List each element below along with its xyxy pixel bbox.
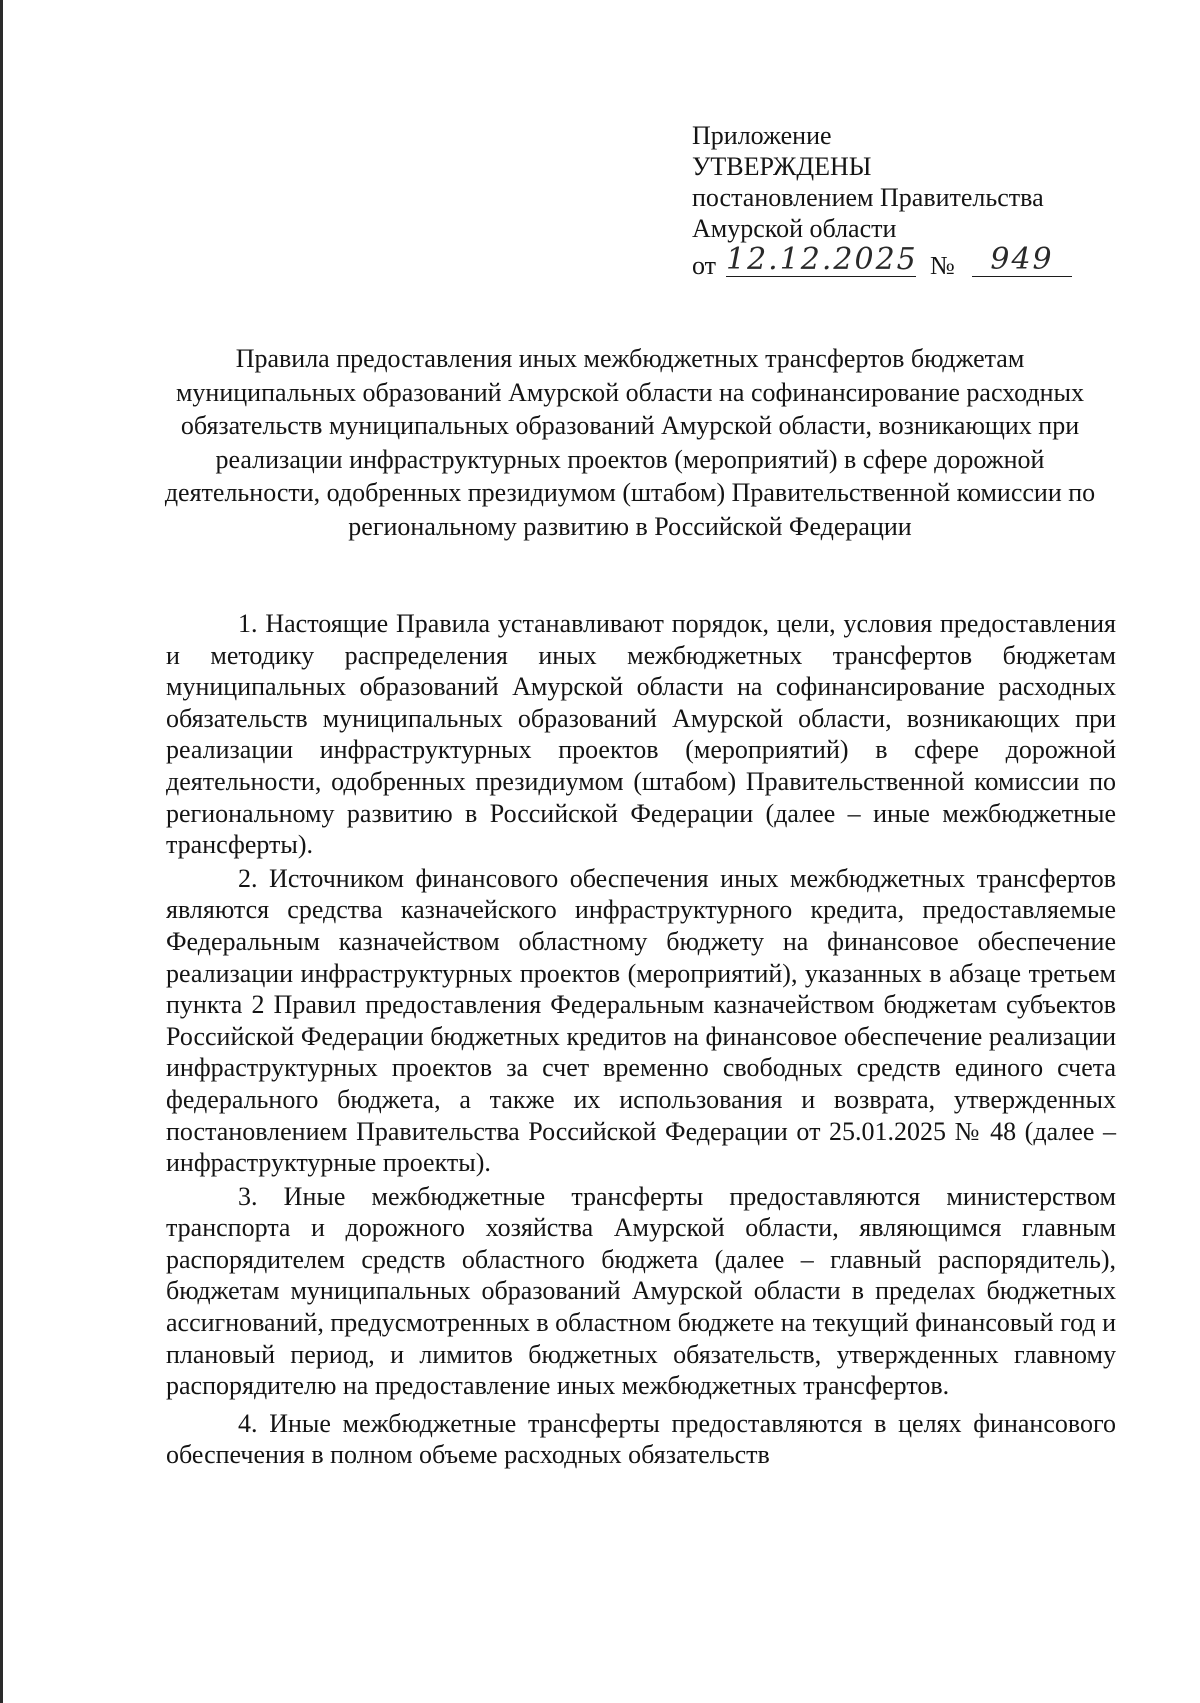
paragraph-3: 3. Иные межбюджетные трансферты предоставляются министерством транспорта и дорожного хозяйства Амурской области, являющимся главным распорядителем средств областного бюджета (далее – главный распорядитель), бюджетам муниципальных образований Амурской области в пределах бюджетных ассигнований, предусмотренных в областном бюджете на текущий финансовый год и плановый период, и лимитов бюджетных обязательств, утвержденных главному распорядителю на предоставление иных межбюджетных трансфертов. — [166, 1181, 1116, 1401]
handwritten-number: 949 — [972, 244, 1072, 277]
approval-approved-label: УТВЕРЖДЕНЫ — [692, 152, 872, 181]
handwritten-date: 12.12.2025 — [726, 242, 918, 277]
approval-block — [692, 120, 1054, 282]
approval-appendix-label: Приложение — [692, 121, 832, 150]
scan-edge — [0, 0, 3, 1703]
date-prefix: от — [692, 251, 717, 280]
approval-resolution-label: постановлением Правительства — [692, 183, 1044, 212]
approval-region-label: Амурской области — [692, 214, 897, 243]
paragraph-1: 1. Настоящие Правила устанавливают порядок, цели, условия предоставления и методику распределения иных межбюджетных трансфертов бюджетам муниципальных образований Амурской области на софинансирование расходных обязательств муниципальных образований Амурской области, возникающих при реализации инфраструктурных проектов (мероприятий) в сфере дорожной деятельности, одобренных президиумом (штабом) Правительственной комиссии по региональному развитию в Российской Федерации (далее – иные межбюджетные трансферты). — [166, 609, 1116, 860]
paragraph-2: 2. Источником финансового обеспечения иных межбюджетных трансфертов являются средства казначейского инфраструктурного кредита, предоставляемые Федеральным казначейством областному бюджету на финансовое обеспечение реализации инфраструктурных проектов (мероприятий), указанных в абзаце третьем пункта 2 Правил предоставления Федеральным казначейством бюджетам субъектов Российской Федерации бюджетных кредитов на финансовое обеспечение реализации инфраструктурных проектов за счет временно свободных средств единого счета федерального бюджета, а также их использования и возврата, утвержденных постановлением Правительства Российской Федерации от 25.01.2025 № 48 (далее – инфраструктурные проекты). — [166, 863, 1116, 1178]
document-title: Правила предоставления иных межбюджетных трансфертов бюджетам муниципальных образований Амурской области на софинансирование расходных обязательств муниципальных образований Амурской области, возникающих при реализации инфраструктурных проектов (мероприятий) в сфере дорожной деятельности, одобренных президиумом (штабом) Правительственной комиссии по региональному развитию в Российской Федерации — [164, 344, 1096, 541]
paragraph-4: 4. Иные межбюджетные трансферты предоставляются в целях финансового обеспечения в полном объеме расходных обязательств — [166, 1408, 1116, 1470]
approval-date-number-row — [692, 242, 1054, 282]
document-body — [166, 608, 1116, 1471]
number-sign: № — [930, 251, 955, 280]
